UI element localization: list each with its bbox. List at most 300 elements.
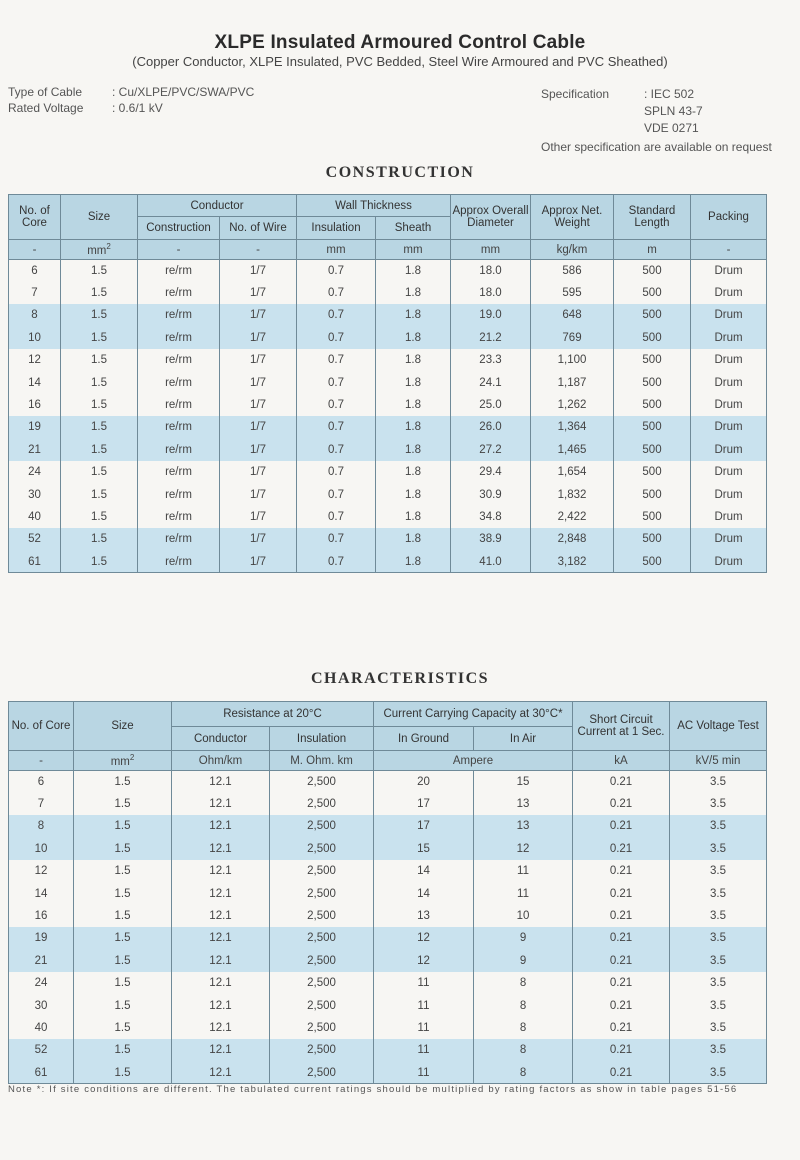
- header-current-capacity: Current Carrying Capacity at 30°C*: [374, 702, 573, 727]
- table-cell: 12.1: [172, 1062, 270, 1084]
- table-cell: 1.5: [74, 793, 172, 815]
- table-cell: 19: [9, 927, 74, 949]
- table-cell: 0.21: [573, 994, 670, 1016]
- table-cell: 38.9: [451, 528, 531, 550]
- table-cell: 1.5: [74, 905, 172, 927]
- table-row: [9, 771, 767, 793]
- table-cell: 0.21: [573, 1039, 670, 1061]
- table-cell: 24: [9, 461, 61, 483]
- table-row: [9, 793, 767, 815]
- table-cell: 1/7: [220, 416, 297, 438]
- type-value: : Cu/XLPE/PVC/SWA/PVC: [112, 85, 255, 99]
- table-cell: 12.1: [172, 1039, 270, 1061]
- table-cell: 1.5: [74, 815, 172, 837]
- table-row: [9, 950, 767, 972]
- header-sheath: Sheath: [376, 217, 451, 240]
- table-cell: Drum: [691, 551, 767, 573]
- voltage-value: : 0.6/1 kV: [112, 101, 163, 115]
- table-cell: 40: [9, 1017, 74, 1039]
- table-cell: 12.1: [172, 793, 270, 815]
- table-cell: 26.0: [451, 416, 531, 438]
- page-title: XLPE Insulated Armoured Control Cable: [214, 32, 586, 53]
- table-cell: re/rm: [138, 528, 220, 550]
- type-label: Type of Cable: [8, 85, 83, 99]
- construction-title: CONSTRUCTION: [325, 164, 475, 181]
- specification-value: SPLN 43-7: [644, 104, 703, 118]
- table-cell: 1.5: [61, 260, 138, 282]
- table-cell: 41.0: [451, 551, 531, 573]
- table-cell: 24: [9, 972, 74, 994]
- header-ac-test: AC Voltage Test: [670, 702, 767, 751]
- table-cell: 11: [474, 860, 573, 882]
- table-cell: re/rm: [138, 506, 220, 528]
- table-cell: 12.1: [172, 927, 270, 949]
- table-cell: 34.8: [451, 506, 531, 528]
- table-cell: Drum: [691, 461, 767, 483]
- table-cell: 2,500: [270, 838, 374, 860]
- table-cell: 3,182: [531, 551, 614, 573]
- unit-cell: -: [138, 240, 220, 260]
- table-cell: 500: [614, 304, 691, 326]
- table-cell: 2,500: [270, 972, 374, 994]
- table-cell: 2,500: [270, 882, 374, 904]
- table-cell: re/rm: [138, 394, 220, 416]
- table-cell: 0.7: [297, 260, 376, 282]
- table-cell: 500: [614, 282, 691, 304]
- table-cell: 52: [9, 528, 61, 550]
- table-cell: 1.8: [376, 371, 451, 393]
- specification-value: : IEC 502: [644, 87, 695, 101]
- table-cell: Drum: [691, 304, 767, 326]
- table-cell: 1.5: [74, 860, 172, 882]
- table-row: [9, 927, 767, 949]
- table-cell: 1.5: [74, 972, 172, 994]
- table-cell: 2,848: [531, 528, 614, 550]
- table-cell: 0.21: [573, 771, 670, 793]
- table-cell: 3.5: [670, 882, 767, 904]
- unit-cell: mm: [297, 240, 376, 260]
- table-cell: 1/7: [220, 349, 297, 371]
- table-cell: 500: [614, 416, 691, 438]
- table-cell: 1.5: [61, 506, 138, 528]
- table-cell: 2,500: [270, 1039, 374, 1061]
- header-conductor: Conductor: [138, 195, 297, 217]
- table-cell: 1.5: [74, 838, 172, 860]
- table-cell: re/rm: [138, 349, 220, 371]
- table-cell: Drum: [691, 528, 767, 550]
- table-cell: 1.5: [74, 1062, 172, 1084]
- table-cell: 648: [531, 304, 614, 326]
- table-cell: 1,262: [531, 394, 614, 416]
- unit-cell: M. Ohm. km: [270, 751, 374, 771]
- table-cell: 2,500: [270, 1062, 374, 1084]
- table-cell: 500: [614, 483, 691, 505]
- table-row: [9, 528, 767, 550]
- unit-cell: -: [9, 751, 74, 771]
- table-cell: 1/7: [220, 327, 297, 349]
- table-cell: 1.5: [74, 950, 172, 972]
- table-cell: 30: [9, 994, 74, 1016]
- table-cell: 1,465: [531, 439, 614, 461]
- table-cell: Drum: [691, 439, 767, 461]
- header-length: Standard Length: [614, 195, 691, 240]
- table-cell: 7: [9, 282, 61, 304]
- table-cell: 2,500: [270, 793, 374, 815]
- table-cell: 1,364: [531, 416, 614, 438]
- table-cell: 19: [9, 416, 61, 438]
- table-cell: 30.9: [451, 483, 531, 505]
- header-wires: No. of Wire: [220, 217, 297, 240]
- table-row: [9, 483, 767, 505]
- table-cell: 1.5: [61, 551, 138, 573]
- table-cell: 0.7: [297, 551, 376, 573]
- table-cell: 12.1: [172, 994, 270, 1016]
- header-weight: Approx Net. Weight: [531, 195, 614, 240]
- table-cell: 1/7: [220, 506, 297, 528]
- table-cell: 1.8: [376, 416, 451, 438]
- table-cell: 3.5: [670, 972, 767, 994]
- cable-specs: [8, 85, 254, 117]
- table-cell: 1.8: [376, 394, 451, 416]
- table-cell: 12: [9, 860, 74, 882]
- table-cell: 12.1: [172, 1017, 270, 1039]
- table-row: [9, 905, 767, 927]
- unit-cell: Ampere: [374, 751, 573, 771]
- table-cell: 2,500: [270, 905, 374, 927]
- table-cell: 500: [614, 394, 691, 416]
- header-resistance: Resistance at 20°C: [172, 702, 374, 727]
- table-cell: 2,500: [270, 994, 374, 1016]
- table-cell: 12: [474, 838, 573, 860]
- table-cell: 3.5: [670, 860, 767, 882]
- table-cell: 0.7: [297, 349, 376, 371]
- table-row: [9, 815, 767, 837]
- table-cell: re/rm: [138, 304, 220, 326]
- table-cell: 61: [9, 551, 61, 573]
- table-cell: re/rm: [138, 416, 220, 438]
- table-cell: 3.5: [670, 771, 767, 793]
- table-cell: 3.5: [670, 1039, 767, 1061]
- table-cell: 1,187: [531, 371, 614, 393]
- table-cell: 1.8: [376, 327, 451, 349]
- table-cell: 13: [474, 815, 573, 837]
- table-cell: 0.21: [573, 1017, 670, 1039]
- table-row: [9, 882, 767, 904]
- table-row: [9, 327, 767, 349]
- table-cell: 500: [614, 528, 691, 550]
- table-cell: 8: [9, 815, 74, 837]
- table-cell: 1,100: [531, 349, 614, 371]
- table-row: [9, 282, 767, 304]
- table-cell: 23.3: [451, 349, 531, 371]
- table-row: [9, 439, 767, 461]
- table-cell: 20: [374, 771, 474, 793]
- table-row: [9, 394, 767, 416]
- table-cell: 500: [614, 327, 691, 349]
- unit-cell: -: [220, 240, 297, 260]
- table-cell: 11: [374, 994, 474, 1016]
- table-cell: 14: [374, 882, 474, 904]
- table-cell: 1.5: [74, 927, 172, 949]
- unit-cell: -: [691, 240, 767, 260]
- table-cell: Drum: [691, 371, 767, 393]
- table-cell: 595: [531, 282, 614, 304]
- header-insulation: Insulation: [297, 217, 376, 240]
- table-cell: 1/7: [220, 551, 297, 573]
- table-cell: 2,500: [270, 815, 374, 837]
- table-cell: 21.2: [451, 327, 531, 349]
- table-cell: 1.5: [74, 882, 172, 904]
- table-cell: 0.21: [573, 972, 670, 994]
- table-cell: 0.7: [297, 416, 376, 438]
- table-cell: 40: [9, 506, 61, 528]
- table-row: [9, 349, 767, 371]
- table-cell: 1.5: [61, 483, 138, 505]
- table-cell: 1/7: [220, 260, 297, 282]
- table-cell: 1/7: [220, 439, 297, 461]
- other-spec-note: Other specification are available on request: [541, 140, 772, 154]
- unit-row: [9, 751, 767, 771]
- table-cell: 18.0: [451, 282, 531, 304]
- table-cell: 2,500: [270, 860, 374, 882]
- table-cell: 0.7: [297, 439, 376, 461]
- table-cell: 0.7: [297, 371, 376, 393]
- header-cores: No. of Core: [9, 702, 74, 751]
- table-cell: 10: [9, 327, 61, 349]
- table-cell: 10: [474, 905, 573, 927]
- table-cell: 1.8: [376, 349, 451, 371]
- table-cell: 0.7: [297, 528, 376, 550]
- table-cell: 0.21: [573, 927, 670, 949]
- table-cell: 3.5: [670, 927, 767, 949]
- unit-cell: kg/km: [531, 240, 614, 260]
- table-cell: 12: [374, 927, 474, 949]
- unit-cell: $mm^2$: [74, 751, 172, 771]
- table-cell: 17: [374, 793, 474, 815]
- characteristics-table: [8, 701, 767, 1084]
- table-cell: 19.0: [451, 304, 531, 326]
- table-cell: 6: [9, 771, 74, 793]
- table-row: [9, 838, 767, 860]
- table-cell: 3.5: [670, 1062, 767, 1084]
- table-cell: 10: [9, 838, 74, 860]
- table-cell: Drum: [691, 349, 767, 371]
- footnote: Note *: If site conditions are different. The tabulated current ratings should be multiplied by rating factors as show in table pages 51-56: [8, 1084, 738, 1095]
- table-cell: 500: [614, 461, 691, 483]
- table-cell: 1/7: [220, 282, 297, 304]
- table-cell: 21: [9, 950, 74, 972]
- table-cell: 1.8: [376, 551, 451, 573]
- table-cell: 1.5: [61, 394, 138, 416]
- table-cell: re/rm: [138, 483, 220, 505]
- table-cell: 1.8: [376, 260, 451, 282]
- table-row: [9, 461, 767, 483]
- table-cell: 0.21: [573, 815, 670, 837]
- table-cell: 12.1: [172, 771, 270, 793]
- table-cell: 0.7: [297, 327, 376, 349]
- unit-cell: -: [9, 240, 61, 260]
- header-size: Size: [74, 702, 172, 751]
- header-construction: Construction: [138, 217, 220, 240]
- table-cell: 18.0: [451, 260, 531, 282]
- table-cell: 1,832: [531, 483, 614, 505]
- table-cell: 1,654: [531, 461, 614, 483]
- table-cell: 7: [9, 793, 74, 815]
- table-cell: 8: [474, 994, 573, 1016]
- table-cell: 11: [474, 882, 573, 904]
- header-insulation: Insulation: [270, 727, 374, 751]
- table-cell: 586: [531, 260, 614, 282]
- table-cell: 8: [474, 972, 573, 994]
- table-cell: re/rm: [138, 371, 220, 393]
- table-cell: 0.7: [297, 282, 376, 304]
- table-cell: 1.5: [61, 304, 138, 326]
- table-cell: 0.21: [573, 905, 670, 927]
- unit-cell: mm: [451, 240, 531, 260]
- table-cell: 30: [9, 483, 61, 505]
- table-cell: 11: [374, 972, 474, 994]
- table-cell: 1.5: [74, 1017, 172, 1039]
- table-cell: 12: [374, 950, 474, 972]
- table-cell: 15: [374, 838, 474, 860]
- table-cell: 1/7: [220, 394, 297, 416]
- characteristics-title: CHARACTERISTICS: [310, 670, 490, 687]
- table-cell: 6: [9, 260, 61, 282]
- table-cell: 14: [374, 860, 474, 882]
- table-cell: 16: [9, 905, 74, 927]
- table-cell: 1.5: [61, 349, 138, 371]
- table-cell: 0.21: [573, 950, 670, 972]
- table-cell: 0.21: [573, 882, 670, 904]
- table-cell: 769: [531, 327, 614, 349]
- table-cell: 3.5: [670, 905, 767, 927]
- header-in-air: In Air: [474, 727, 573, 751]
- header-short-circuit: Short Circuit Current at 1 Sec.: [573, 702, 670, 751]
- table-cell: 1.5: [61, 371, 138, 393]
- table-row: [9, 304, 767, 326]
- table-cell: 29.4: [451, 461, 531, 483]
- table-cell: 1.5: [61, 416, 138, 438]
- header-conductor: Conductor: [172, 727, 270, 751]
- construction-table: [8, 194, 767, 573]
- table-cell: 1/7: [220, 528, 297, 550]
- table-cell: 500: [614, 260, 691, 282]
- table-cell: 0.21: [573, 860, 670, 882]
- table-cell: 14: [9, 882, 74, 904]
- table-cell: 0.7: [297, 304, 376, 326]
- table-cell: 1.8: [376, 282, 451, 304]
- table-cell: 500: [614, 506, 691, 528]
- table-cell: Drum: [691, 327, 767, 349]
- table-row: [9, 260, 767, 282]
- voltage-label: Rated Voltage: [8, 101, 84, 115]
- table-cell: re/rm: [138, 461, 220, 483]
- table-cell: 8: [474, 1039, 573, 1061]
- table-cell: 1/7: [220, 371, 297, 393]
- table-cell: 0.7: [297, 506, 376, 528]
- table-cell: Drum: [691, 483, 767, 505]
- table-cell: 0.21: [573, 838, 670, 860]
- table-cell: 12.1: [172, 905, 270, 927]
- table-cell: 11: [374, 1062, 474, 1084]
- table-cell: 12.1: [172, 860, 270, 882]
- table-row: [9, 551, 767, 573]
- table-cell: 1.5: [74, 994, 172, 1016]
- table-cell: 13: [474, 793, 573, 815]
- table-cell: 12: [9, 349, 61, 371]
- specification-value: VDE 0271: [644, 121, 699, 135]
- specification-label: Specification: [541, 87, 610, 101]
- table-cell: 3.5: [670, 815, 767, 837]
- table-cell: 1.5: [61, 439, 138, 461]
- specification-block: [541, 87, 772, 157]
- table-cell: 12.1: [172, 815, 270, 837]
- table-cell: 8: [474, 1062, 573, 1084]
- table-cell: 8: [474, 1017, 573, 1039]
- unit-row: [9, 240, 767, 260]
- table-cell: 1.8: [376, 483, 451, 505]
- table-cell: 2,500: [270, 1017, 374, 1039]
- table-cell: 500: [614, 371, 691, 393]
- table-row: [9, 972, 767, 994]
- page-subtitle: (Copper Conductor, XLPE Insulated, PVC Bedded, Steel Wire Armoured and PVC Sheathed): [132, 54, 668, 69]
- table-cell: 1.8: [376, 304, 451, 326]
- table-cell: 3.5: [670, 838, 767, 860]
- table-cell: 1.5: [61, 461, 138, 483]
- table-cell: 9: [474, 927, 573, 949]
- table-row: [9, 1039, 767, 1061]
- table-cell: 9: [474, 950, 573, 972]
- table-cell: Drum: [691, 506, 767, 528]
- table-row: [9, 1017, 767, 1039]
- table-cell: 3.5: [670, 793, 767, 815]
- table-cell: 3.5: [670, 950, 767, 972]
- table-cell: 3.5: [670, 994, 767, 1016]
- table-cell: 0.21: [573, 793, 670, 815]
- table-cell: 16: [9, 394, 61, 416]
- unit-cell: $mm^2$: [61, 240, 138, 260]
- table-cell: 3.5: [670, 1017, 767, 1039]
- table-cell: Drum: [691, 394, 767, 416]
- table-cell: 1.8: [376, 439, 451, 461]
- table-cell: Drum: [691, 282, 767, 304]
- table-cell: 1.8: [376, 528, 451, 550]
- table-row: [9, 506, 767, 528]
- header-wall-thickness: Wall Thickness: [297, 195, 451, 217]
- header-in-ground: In Ground: [374, 727, 474, 751]
- header-size: Size: [61, 195, 138, 240]
- table-cell: Drum: [691, 260, 767, 282]
- table-cell: 1/7: [220, 483, 297, 505]
- table-row: [9, 371, 767, 393]
- table-row: [9, 994, 767, 1016]
- table-cell: 11: [374, 1017, 474, 1039]
- table-row: [9, 860, 767, 882]
- header-packing: Packing: [691, 195, 767, 240]
- unit-cell: mm: [376, 240, 451, 260]
- table-cell: 61: [9, 1062, 74, 1084]
- table-cell: 1.5: [74, 1039, 172, 1061]
- table-cell: 2,500: [270, 950, 374, 972]
- table-cell: re/rm: [138, 260, 220, 282]
- table-cell: re/rm: [138, 439, 220, 461]
- unit-cell: kA: [573, 751, 670, 771]
- table-cell: 24.1: [451, 371, 531, 393]
- table-cell: 1.8: [376, 506, 451, 528]
- table-cell: 52: [9, 1039, 74, 1061]
- table-cell: 8: [9, 304, 61, 326]
- table-cell: 1.5: [61, 327, 138, 349]
